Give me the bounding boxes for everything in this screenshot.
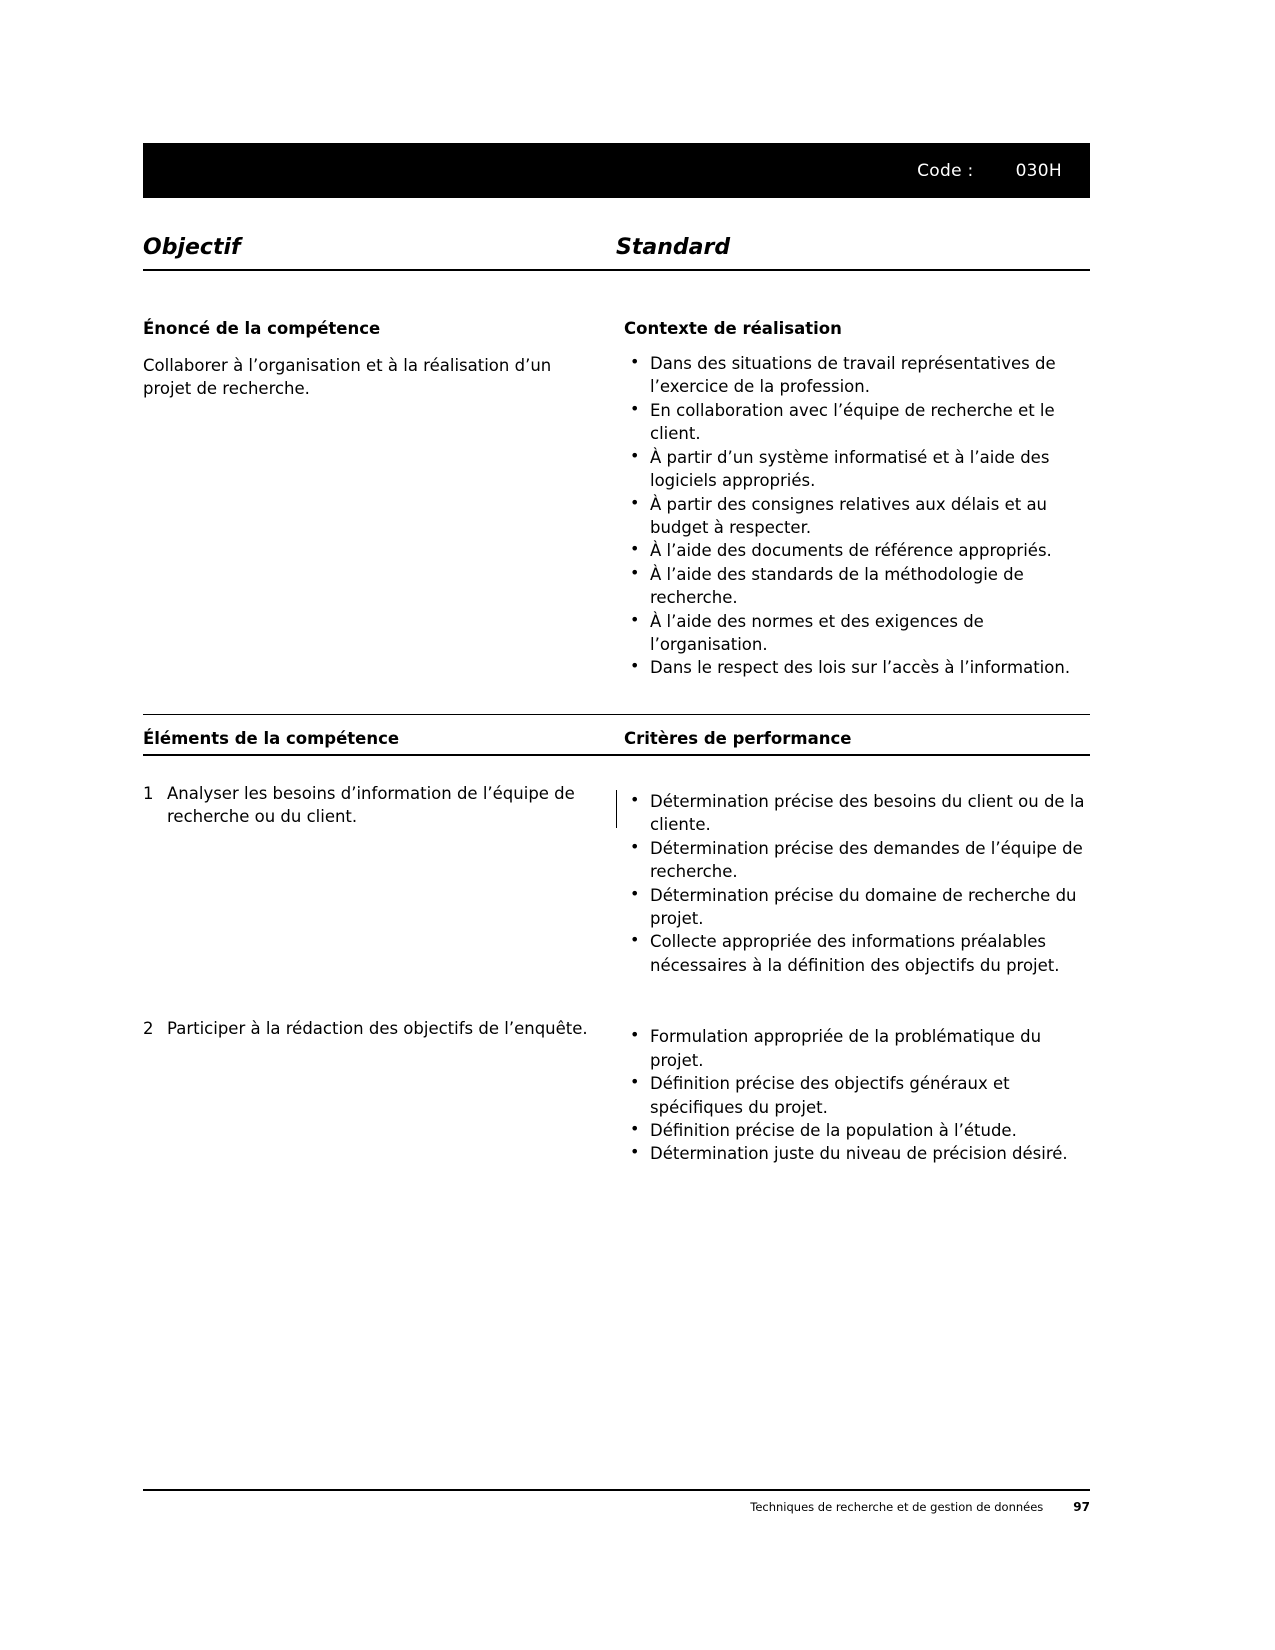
list-item: • Collecte appropriée des informations préalables nécessaires à la définition des objectifs du projet.: [624, 930, 1090, 977]
section2-vertical-divider: [616, 790, 617, 828]
page-footer: [143, 1500, 1090, 1514]
list-item: • Dans le respect des lois sur l’accès à l’information.: [624, 656, 1090, 679]
code-value: 030H: [1015, 160, 1062, 181]
criteria-1: [616, 782, 1090, 977]
footer-text: Techniques de recherche et de gestion de données: [750, 1500, 1044, 1514]
list-item: • Détermination précise du domaine de recherche du projet.: [624, 884, 1090, 931]
code-bar: [143, 143, 1090, 198]
element-number: 1: [143, 783, 154, 803]
element-number: 2: [143, 1019, 154, 1039]
page-number: 97: [1073, 1500, 1090, 1514]
list-item: • À l’aide des documents de référence appropriés.: [624, 539, 1090, 562]
list-item: • Formulation appropriée de la problématique du projet.: [624, 1025, 1090, 1072]
section-competence: [143, 305, 1090, 680]
list-item: • Définition précise des objectifs généraux et spécifiques du projet.: [624, 1072, 1090, 1119]
code-label: Code :: [917, 160, 974, 181]
contexte-list: [624, 352, 1090, 680]
section2-headings: [143, 715, 1090, 754]
section1-left-text: Collaborer à l’organisation et à la réalisation d’un projet de recherche.: [143, 356, 552, 399]
section2-divider: [143, 714, 1090, 715]
section2-right: [616, 715, 1090, 754]
list-item: • Détermination juste du niveau de précision désiré.: [624, 1142, 1090, 1165]
list-item: • À partir des consignes relatives aux délais et au budget à respecter.: [624, 493, 1090, 540]
column-titles: [143, 235, 1090, 271]
table-row: [143, 1017, 1090, 1166]
list-item: • À l’aide des normes et des exigences de l’organisation.: [624, 610, 1090, 657]
column-title-standard: Standard: [616, 235, 731, 260]
section1-left: [143, 305, 616, 680]
element-text: Participer à la rédaction des objectifs de l’enquête.: [167, 1019, 588, 1039]
section2-right-heading: Critères de performance: [624, 728, 852, 748]
list-item: • À l’aide des standards de la méthodologie de recherche.: [624, 563, 1090, 610]
section2-left: [143, 715, 616, 754]
section1-left-heading: Énoncé de la compétence: [143, 319, 381, 338]
section1-right-heading: Contexte de réalisation: [624, 319, 842, 338]
list-item: • À partir d’un système informatisé et à l’aide des logiciels appropriés.: [624, 446, 1090, 493]
column-title-objectif: Objectif: [143, 235, 241, 260]
element-1: [143, 782, 616, 977]
list-item: • Détermination précise des besoins du client ou de la cliente.: [624, 790, 1090, 837]
element-text: Analyser les besoins d’information de l’équipe de recherche ou du client.: [167, 783, 575, 827]
footer-divider: [143, 1489, 1090, 1491]
section2-left-heading: Éléments de la compétence: [143, 728, 400, 748]
criteria-2: [616, 1017, 1090, 1166]
list-item: • Dans des situations de travail représentatives de l’exercice de la profession.: [624, 352, 1090, 399]
section2-divider-left: [143, 714, 616, 715]
list-item: • En collaboration avec l’équipe de recherche et le client.: [624, 399, 1090, 446]
section1-right: [616, 305, 1090, 680]
section2-divider-right: [616, 714, 1090, 715]
criteria-list: [624, 1025, 1090, 1166]
content-grid: [143, 305, 1090, 1166]
element-2: [143, 1017, 616, 1166]
list-item: • Détermination précise des demandes de l’équipe de recherche.: [624, 837, 1090, 884]
title-divider: [143, 269, 1090, 271]
list-item: • Définition précise de la population à l’étude.: [624, 1119, 1090, 1142]
criteria-list: [624, 790, 1090, 977]
